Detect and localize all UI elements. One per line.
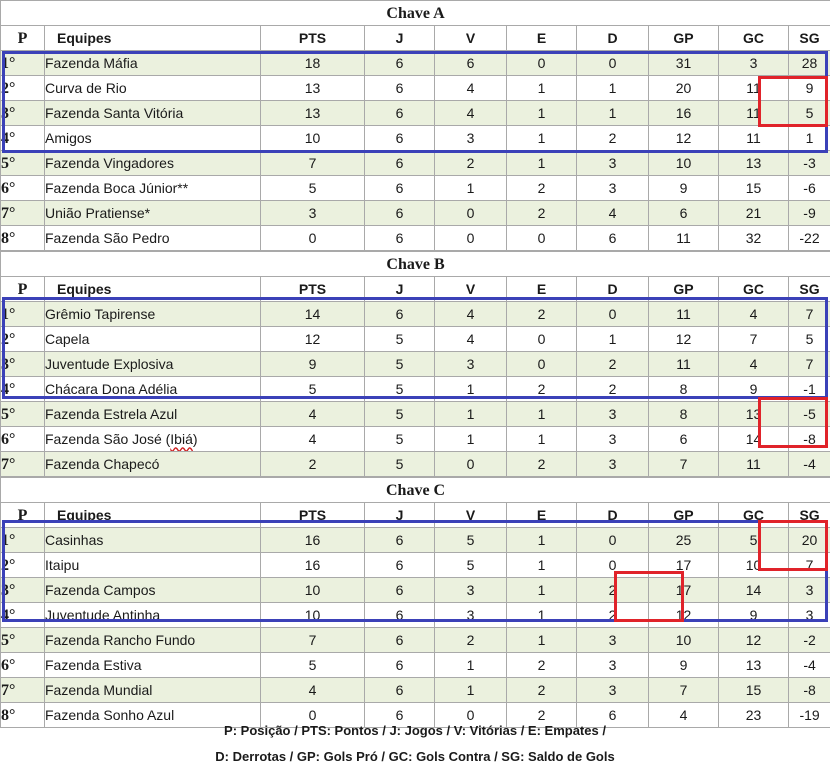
- wins-cell: 2: [435, 151, 507, 176]
- goal-diff-cell: -4: [789, 653, 830, 678]
- goal-diff-cell: -3: [789, 151, 830, 176]
- points-cell: 14: [261, 302, 365, 327]
- losses-cell: 3: [577, 427, 649, 452]
- losses-cell: 2: [577, 126, 649, 151]
- draws-cell: 1: [507, 628, 577, 653]
- points-cell: 3: [261, 201, 365, 226]
- draws-cell: 1: [507, 578, 577, 603]
- goal-diff-cell: 7: [789, 302, 830, 327]
- points-cell: 12: [261, 327, 365, 352]
- goals-for-cell: 8: [649, 377, 719, 402]
- points-cell: 16: [261, 553, 365, 578]
- points-cell: 4: [261, 678, 365, 703]
- position-cell: 6°: [1, 653, 45, 678]
- position-cell: 4°: [1, 603, 45, 628]
- position-cell: 1°: [1, 528, 45, 553]
- col-header-games: J: [365, 503, 435, 528]
- wins-cell: 1: [435, 678, 507, 703]
- goals-against-cell: 13: [719, 402, 789, 427]
- col-header-position: P: [1, 277, 45, 302]
- games-cell: 6: [365, 101, 435, 126]
- goals-for-cell: 9: [649, 653, 719, 678]
- draws-cell: 2: [507, 201, 577, 226]
- games-cell: 6: [365, 201, 435, 226]
- wins-cell: 4: [435, 327, 507, 352]
- goals-for-cell: 12: [649, 603, 719, 628]
- col-header-draws: E: [507, 26, 577, 51]
- goals-against-cell: 4: [719, 302, 789, 327]
- draws-cell: 2: [507, 653, 577, 678]
- goals-against-cell: 7: [719, 327, 789, 352]
- draws-cell: 0: [507, 327, 577, 352]
- draws-cell: 0: [507, 352, 577, 377]
- position-cell: 6°: [1, 427, 45, 452]
- team-cell: Curva de Rio: [45, 76, 261, 101]
- losses-cell: 3: [577, 151, 649, 176]
- table-row: [1, 528, 830, 553]
- table-row: [1, 327, 830, 352]
- position-cell: 3°: [1, 352, 45, 377]
- table-row: [1, 176, 830, 201]
- team-cell: Juventude Explosiva: [45, 352, 261, 377]
- losses-cell: 3: [577, 653, 649, 678]
- losses-cell: 2: [577, 377, 649, 402]
- points-cell: 4: [261, 427, 365, 452]
- goals-for-cell: 31: [649, 51, 719, 76]
- goals-against-cell: 11: [719, 126, 789, 151]
- col-header-games: J: [365, 277, 435, 302]
- team-cell: Amigos: [45, 126, 261, 151]
- goals-for-cell: 6: [649, 201, 719, 226]
- losses-cell: 3: [577, 402, 649, 427]
- goal-diff-cell: -1: [789, 377, 830, 402]
- team-cell: União Pratiense*: [45, 201, 261, 226]
- goals-against-cell: 11: [719, 101, 789, 126]
- draws-cell: 1: [507, 402, 577, 427]
- col-header-goals-against: GC: [719, 277, 789, 302]
- goals-for-cell: 11: [649, 226, 719, 251]
- col-header-games: J: [365, 26, 435, 51]
- goal-diff-cell: -22: [789, 226, 830, 251]
- games-cell: 5: [365, 327, 435, 352]
- group-title: Chave B: [1, 252, 830, 277]
- losses-cell: 3: [577, 176, 649, 201]
- games-cell: 6: [365, 553, 435, 578]
- points-cell: 2: [261, 452, 365, 477]
- goal-diff-cell: 3: [789, 603, 830, 628]
- losses-cell: 2: [577, 352, 649, 377]
- wins-cell: 4: [435, 101, 507, 126]
- table-row: [1, 151, 830, 176]
- table-row: [1, 377, 830, 402]
- team-cell: Capela: [45, 327, 261, 352]
- points-cell: 5: [261, 377, 365, 402]
- losses-cell: 0: [577, 553, 649, 578]
- wins-cell: 2: [435, 628, 507, 653]
- team-cell: Fazenda Estiva: [45, 653, 261, 678]
- draws-cell: 1: [507, 101, 577, 126]
- goals-against-cell: 14: [719, 578, 789, 603]
- losses-cell: 6: [577, 226, 649, 251]
- team-cell: Fazenda Rancho Fundo: [45, 628, 261, 653]
- goals-against-cell: 12: [719, 628, 789, 653]
- table-row: [1, 201, 830, 226]
- col-header-team: Equipes: [45, 26, 261, 51]
- wins-cell: 3: [435, 126, 507, 151]
- col-header-draws: E: [507, 503, 577, 528]
- position-cell: 2°: [1, 76, 45, 101]
- team-cell: Juventude Antinha: [45, 603, 261, 628]
- goals-against-cell: 11: [719, 76, 789, 101]
- position-cell: 3°: [1, 101, 45, 126]
- goals-against-cell: 9: [719, 603, 789, 628]
- wins-cell: 5: [435, 528, 507, 553]
- table-row: [1, 352, 830, 377]
- wins-cell: 0: [435, 703, 507, 728]
- points-cell: 10: [261, 603, 365, 628]
- position-cell: 7°: [1, 452, 45, 477]
- goals-against-cell: 11: [719, 452, 789, 477]
- goals-for-cell: 10: [649, 628, 719, 653]
- col-header-wins: V: [435, 277, 507, 302]
- col-header-goals-for: GP: [649, 277, 719, 302]
- col-header-position: P: [1, 26, 45, 51]
- wins-cell: 3: [435, 603, 507, 628]
- table-row: [1, 653, 830, 678]
- group-table-b: [0, 251, 830, 477]
- team-cell: Fazenda Santa Vitória: [45, 101, 261, 126]
- games-cell: 5: [365, 377, 435, 402]
- goal-diff-cell: -5: [789, 402, 830, 427]
- goals-for-cell: 4: [649, 703, 719, 728]
- team-cell: Fazenda Máfia: [45, 51, 261, 76]
- position-cell: 4°: [1, 126, 45, 151]
- goal-diff-cell: 3: [789, 578, 830, 603]
- goals-for-cell: 10: [649, 151, 719, 176]
- col-header-goals-against: GC: [719, 26, 789, 51]
- losses-cell: 2: [577, 603, 649, 628]
- position-cell: 5°: [1, 402, 45, 427]
- position-cell: 2°: [1, 553, 45, 578]
- legend: [0, 718, 830, 770]
- team-cell: Fazenda Estrela Azul: [45, 402, 261, 427]
- wins-cell: 6: [435, 51, 507, 76]
- team-cell: Chácara Dona Adélia: [45, 377, 261, 402]
- games-cell: 5: [365, 352, 435, 377]
- wins-cell: 1: [435, 653, 507, 678]
- draws-cell: 2: [507, 377, 577, 402]
- points-cell: 16: [261, 528, 365, 553]
- goals-for-cell: 17: [649, 553, 719, 578]
- games-cell: 6: [365, 603, 435, 628]
- table-row: [1, 603, 830, 628]
- goals-for-cell: 9: [649, 176, 719, 201]
- points-cell: 7: [261, 628, 365, 653]
- goal-diff-cell: 20: [789, 528, 830, 553]
- goals-for-cell: 12: [649, 327, 719, 352]
- wins-cell: 4: [435, 76, 507, 101]
- goals-for-cell: 7: [649, 452, 719, 477]
- games-cell: 6: [365, 151, 435, 176]
- team-cell: Fazenda São Pedro: [45, 226, 261, 251]
- games-cell: 6: [365, 528, 435, 553]
- goals-for-cell: 25: [649, 528, 719, 553]
- team-cell: Itaipu: [45, 553, 261, 578]
- wins-cell: 0: [435, 452, 507, 477]
- points-cell: 13: [261, 101, 365, 126]
- draws-cell: 1: [507, 126, 577, 151]
- losses-cell: 6: [577, 703, 649, 728]
- group-title: Chave A: [1, 1, 830, 26]
- wins-cell: 3: [435, 352, 507, 377]
- goals-against-cell: 13: [719, 151, 789, 176]
- goal-diff-cell: 5: [789, 101, 830, 126]
- wins-cell: 0: [435, 226, 507, 251]
- table-row: [1, 402, 830, 427]
- position-cell: 3°: [1, 578, 45, 603]
- table-row: [1, 126, 830, 151]
- wins-cell: 0: [435, 201, 507, 226]
- goal-diff-cell: -4: [789, 452, 830, 477]
- losses-cell: 4: [577, 201, 649, 226]
- goal-diff-cell: 1: [789, 126, 830, 151]
- table-row: [1, 578, 830, 603]
- goals-against-cell: 32: [719, 226, 789, 251]
- draws-cell: 2: [507, 302, 577, 327]
- games-cell: 6: [365, 302, 435, 327]
- col-header-position: P: [1, 503, 45, 528]
- wins-cell: 1: [435, 427, 507, 452]
- team-cell: Fazenda Mundial: [45, 678, 261, 703]
- wins-cell: 4: [435, 302, 507, 327]
- games-cell: 6: [365, 76, 435, 101]
- wins-cell: 1: [435, 402, 507, 427]
- col-header-draws: E: [507, 277, 577, 302]
- goals-for-cell: 12: [649, 126, 719, 151]
- goals-for-cell: 17: [649, 578, 719, 603]
- points-cell: 13: [261, 76, 365, 101]
- position-cell: 8°: [1, 226, 45, 251]
- games-cell: 6: [365, 51, 435, 76]
- goals-against-cell: 10: [719, 553, 789, 578]
- col-header-team: Equipes: [45, 277, 261, 302]
- col-header-goal-diff: SG: [789, 26, 830, 51]
- losses-cell: 0: [577, 302, 649, 327]
- wins-cell: 3: [435, 578, 507, 603]
- draws-cell: 2: [507, 452, 577, 477]
- col-header-goals-for: GP: [649, 26, 719, 51]
- position-cell: 7°: [1, 678, 45, 703]
- col-header-team: Equipes: [45, 503, 261, 528]
- points-cell: 10: [261, 126, 365, 151]
- losses-cell: 0: [577, 528, 649, 553]
- goals-against-cell: 9: [719, 377, 789, 402]
- position-cell: 8°: [1, 703, 45, 728]
- goals-for-cell: 6: [649, 427, 719, 452]
- legend-line-2: D: Derrotas / GP: Gols Pró / GC: Gols Contra / SG: Saldo de Gols: [0, 744, 830, 770]
- col-header-goal-diff: SG: [789, 277, 830, 302]
- losses-cell: 3: [577, 628, 649, 653]
- col-header-goal-diff: SG: [789, 503, 830, 528]
- points-cell: 0: [261, 703, 365, 728]
- games-cell: 5: [365, 427, 435, 452]
- position-cell: 5°: [1, 151, 45, 176]
- games-cell: 6: [365, 703, 435, 728]
- losses-cell: 2: [577, 578, 649, 603]
- col-header-losses: D: [577, 26, 649, 51]
- losses-cell: 1: [577, 327, 649, 352]
- games-cell: 6: [365, 653, 435, 678]
- wins-cell: 1: [435, 176, 507, 201]
- goals-for-cell: 11: [649, 352, 719, 377]
- goal-diff-cell: -8: [789, 678, 830, 703]
- goal-diff-cell: -6: [789, 176, 830, 201]
- table-row: [1, 101, 830, 126]
- table-row: [1, 302, 830, 327]
- goals-against-cell: 4: [719, 352, 789, 377]
- goals-for-cell: 16: [649, 101, 719, 126]
- table-row: [1, 553, 830, 578]
- col-header-goals-against: GC: [719, 503, 789, 528]
- draws-cell: 1: [507, 553, 577, 578]
- col-header-points: PTS: [261, 277, 365, 302]
- points-cell: 5: [261, 176, 365, 201]
- losses-cell: 3: [577, 678, 649, 703]
- goal-diff-cell: -19: [789, 703, 830, 728]
- points-cell: 10: [261, 578, 365, 603]
- goals-against-cell: 15: [719, 678, 789, 703]
- goal-diff-cell: 7: [789, 352, 830, 377]
- goal-diff-cell: 7: [789, 553, 830, 578]
- col-header-wins: V: [435, 503, 507, 528]
- losses-cell: 1: [577, 76, 649, 101]
- goal-diff-cell: -2: [789, 628, 830, 653]
- table-row: [1, 452, 830, 477]
- draws-cell: 2: [507, 678, 577, 703]
- col-header-points: PTS: [261, 26, 365, 51]
- position-cell: 1°: [1, 302, 45, 327]
- games-cell: 6: [365, 176, 435, 201]
- team-cell: Grêmio Tapirense: [45, 302, 261, 327]
- goals-against-cell: 14: [719, 427, 789, 452]
- draws-cell: 2: [507, 703, 577, 728]
- team-cell: Fazenda Boca Júnior**: [45, 176, 261, 201]
- goals-against-cell: 3: [719, 51, 789, 76]
- col-header-goals-for: GP: [649, 503, 719, 528]
- table-row: [1, 226, 830, 251]
- points-cell: 9: [261, 352, 365, 377]
- goal-diff-cell: -8: [789, 427, 830, 452]
- draws-cell: 0: [507, 51, 577, 76]
- group-table-c: [0, 477, 830, 728]
- goals-against-cell: 23: [719, 703, 789, 728]
- draws-cell: 1: [507, 151, 577, 176]
- losses-cell: 1: [577, 101, 649, 126]
- games-cell: 6: [365, 628, 435, 653]
- position-cell: 6°: [1, 176, 45, 201]
- goals-for-cell: 11: [649, 302, 719, 327]
- losses-cell: 3: [577, 452, 649, 477]
- table-row: [1, 628, 830, 653]
- points-cell: 5: [261, 653, 365, 678]
- team-cell: Fazenda São José (Ibiá): [45, 427, 261, 452]
- col-header-wins: V: [435, 26, 507, 51]
- group-title: Chave C: [1, 478, 830, 503]
- position-cell: 2°: [1, 327, 45, 352]
- goals-for-cell: 8: [649, 402, 719, 427]
- games-cell: 6: [365, 226, 435, 251]
- points-cell: 4: [261, 402, 365, 427]
- wins-cell: 1: [435, 377, 507, 402]
- goals-against-cell: 15: [719, 176, 789, 201]
- col-header-losses: D: [577, 277, 649, 302]
- position-cell: 5°: [1, 628, 45, 653]
- draws-cell: 2: [507, 176, 577, 201]
- draws-cell: 1: [507, 528, 577, 553]
- legend-line-1: P: Posição / PTS: Pontos / J: Jogos / V: Vitórias / E: Empates /: [0, 718, 830, 744]
- goal-diff-cell: 5: [789, 327, 830, 352]
- col-header-losses: D: [577, 503, 649, 528]
- goal-diff-cell: 9: [789, 76, 830, 101]
- table-row: [1, 678, 830, 703]
- goals-for-cell: 20: [649, 76, 719, 101]
- goal-diff-cell: 28: [789, 51, 830, 76]
- col-header-points: PTS: [261, 503, 365, 528]
- team-cell: Fazenda Vingadores: [45, 151, 261, 176]
- goal-diff-cell: -9: [789, 201, 830, 226]
- losses-cell: 0: [577, 51, 649, 76]
- games-cell: 6: [365, 678, 435, 703]
- position-cell: 7°: [1, 201, 45, 226]
- team-cell: Fazenda Campos: [45, 578, 261, 603]
- table-row: [1, 427, 830, 452]
- draws-cell: 0: [507, 226, 577, 251]
- draws-cell: 1: [507, 427, 577, 452]
- goals-for-cell: 7: [649, 678, 719, 703]
- games-cell: 5: [365, 402, 435, 427]
- goals-against-cell: 5: [719, 528, 789, 553]
- goals-against-cell: 13: [719, 653, 789, 678]
- wins-cell: 5: [435, 553, 507, 578]
- position-cell: 1°: [1, 51, 45, 76]
- group-table-a: [0, 0, 830, 251]
- position-cell: 4°: [1, 377, 45, 402]
- team-cell: Fazenda Chapecó: [45, 452, 261, 477]
- draws-cell: 1: [507, 603, 577, 628]
- games-cell: 6: [365, 578, 435, 603]
- goals-against-cell: 21: [719, 201, 789, 226]
- table-row: [1, 76, 830, 101]
- table-row: [1, 51, 830, 76]
- team-cell: Casinhas: [45, 528, 261, 553]
- points-cell: 18: [261, 51, 365, 76]
- draws-cell: 1: [507, 76, 577, 101]
- points-cell: 7: [261, 151, 365, 176]
- games-cell: 6: [365, 126, 435, 151]
- games-cell: 5: [365, 452, 435, 477]
- points-cell: 0: [261, 226, 365, 251]
- team-cell: Fazenda Sonho Azul: [45, 703, 261, 728]
